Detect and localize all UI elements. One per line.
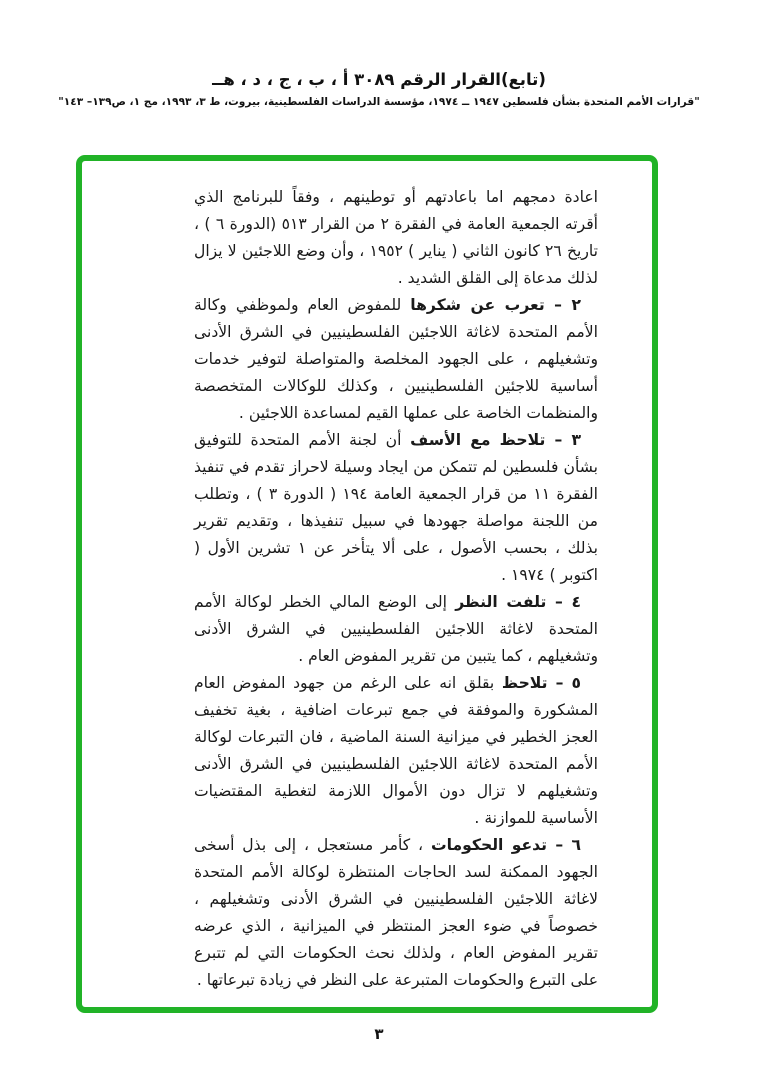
paragraph: ٢ – تعرب عن شكرها للمفوض العام ولموظفي وكالة الأمم المتحدة لاغاثة اللاجئين الفلسطينيين في الشرق الأدنى وتشغيلهم ، على الجهود المخلصة والمتواصلة لتوفير خدمات أساسية للاجئين الفلسطينيين ، وكذلك للوكالات المتخصصة والمنظمات الخاصة على عملها القيم لمساعدة اللاجئين . (194, 296, 598, 422)
paragraph-number: ٥ – (547, 674, 581, 692)
page-number: ٣ (374, 1025, 384, 1043)
paragraph-number: ٤ – (546, 593, 581, 611)
paragraph: ٥ – تلاحظ بقلق انه على الرغم من جهود المفوض العام المشكورة والموفقة في جمع تبرعات اضافية ، بغية تخفيف العجز الخطير في ميزانية السنة الماضية ، فان التبرعات لوكالة الأمم المتحدة لاغاثة اللاجئين الفلسطينيين في الشرق الأدنى وتشغيلهم لا تزال دون الأموال اللازمة لتغطية المقتضيات الأساسية للموازنة . (194, 674, 598, 827)
paragraph-lead-phrase: تلاحظ مع الأسف (410, 431, 546, 449)
paragraph: ٤ – تلفت النظر إلى الوضع المالي الخطر لوكالة الأمم المتحدة لاغاثة اللاجئين الفلسطينيين في الشرق الأدنى وتشغيلهم ، كما يتبين من تقرير المفوض العام . (194, 593, 598, 665)
paragraph: ٦ – تدعو الحكومات ، كأمر مستعجل ، إلى بذل أسخى الجهود الممكنة لسد الحاجات المنتظرة لوكالة الأمم المتحدة لاغاثة اللاجئين الفلسطينيين في الشرق الأدنى وتشغيلهم ، خصوصاً في ضوء العجز المنتظر في الميزانية ، الذي عرضه تقرير المفوض العام ، ولذلك نحث الحكومات التي لم تتبرع على التبرع والحكومات المتبرعة على النظر في زيادة تبرعاتها . (194, 836, 598, 989)
source-citation: "قرارات الأمم المتحدة بشأن فلسطين ١٩٤٧ ــ ١٩٧٤، مؤسسة الدراسات الفلسطينية، بيروت، ط ٣، ١٩٩٣، مج ١، ص١٣٩– ١٤٣" (58, 96, 700, 108)
paragraph-number: ٣ – (545, 431, 581, 449)
paragraph: اعادة دمجهم اما باعادتهم أو توطينهم ، وفقاً للبرنامج الذي أقرته الجمعية العامة في الفقرة ٢ من القرار ٥١٣ (الدورة ٦ ) ، تاريخ ٢٦ كانون الثاني ( يناير ) ١٩٥٢ ، وأن وضع اللاجئين لا يزال لذلك مدعاة إلى القلق الشديد . (194, 188, 598, 287)
paragraph-lead-phrase: تدعو الحكومات (430, 836, 548, 854)
paragraph-number: ٢ – (544, 296, 581, 314)
paragraph-number: ٦ – (547, 836, 581, 854)
paragraph-lead-phrase: تلفت النظر (455, 593, 547, 611)
paragraph-lead-phrase: تعرب عن شكرها (410, 296, 545, 314)
paragraph-lead-phrase: تلاحظ (501, 674, 548, 692)
green-highlight-box (76, 155, 658, 1013)
page-header (0, 70, 758, 108)
paragraph: ٣ – تلاحظ مع الأسف أن لجنة الأمم المتحدة للتوفيق بشأن فلسطين لم تتمكن من ايجاد وسيلة لاحراز تقدم في تنفيذ الفقرة ١١ من قرار الجمعية العامة ١٩٤ ( الدورة ٣ ) ، وتطلب من اللجنة مواصلة جهودها في سبيل تنفيذها ، وتقديم تقرير بذلك ، بحسب الأصول ، على ألا يتأخر عن ١ تشرين الأول ( اكتوبر ) ١٩٧٤ . (194, 431, 599, 584)
resolution-body (194, 184, 598, 994)
resolution-title: (تابع)القرار الرقم ٣٠٨٩ أ ، ب ، ج ، د ، هــ (212, 70, 546, 89)
